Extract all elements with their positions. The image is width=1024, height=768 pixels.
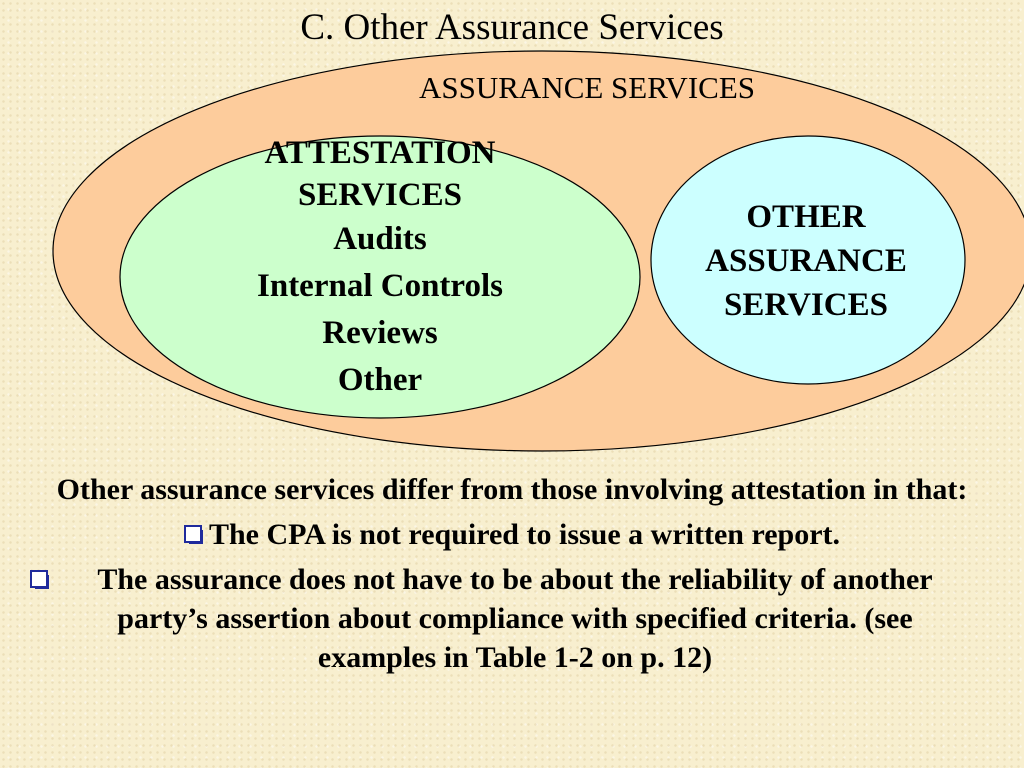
other-assurance-line1: OTHER bbox=[746, 199, 866, 235]
other-assurance-line2: ASSURANCE bbox=[705, 243, 907, 279]
bullet-text: The CPA is not required to issue a written report. bbox=[208, 518, 841, 551]
attestation-item-internal-controls: Internal Controls bbox=[257, 268, 503, 304]
hollow-square-bullet-icon bbox=[30, 570, 50, 590]
body-text bbox=[20, 470, 1004, 683]
attestation-services-box bbox=[180, 132, 580, 404]
attestation-item-other: Other bbox=[337, 362, 423, 398]
intro-paragraph: Other assurance services differ from those involving attestation in that: bbox=[56, 473, 968, 506]
attestation-title-line2: SERVICES bbox=[298, 177, 462, 213]
hollow-square-bullet-icon bbox=[184, 525, 204, 545]
assurance-services-label: ASSURANCE SERVICES bbox=[418, 70, 755, 105]
bullet-item bbox=[20, 515, 1004, 554]
slide-title: C. Other Assurance Services bbox=[300, 7, 724, 48]
other-assurance-line3: SERVICES bbox=[724, 287, 888, 323]
bullet-item bbox=[20, 560, 1004, 677]
other-assurance-services-box bbox=[656, 195, 956, 327]
attestation-item-audits: Audits bbox=[333, 221, 427, 257]
attestation-item-reviews: Reviews bbox=[322, 315, 438, 351]
attestation-title-line1: ATTESTATION bbox=[264, 135, 496, 171]
bullet-text: The assurance does not have to be about the reliability of another party’s assertion about compliance with specified criteria. (see examples in Table 1-2 on p. 12) bbox=[97, 563, 933, 674]
